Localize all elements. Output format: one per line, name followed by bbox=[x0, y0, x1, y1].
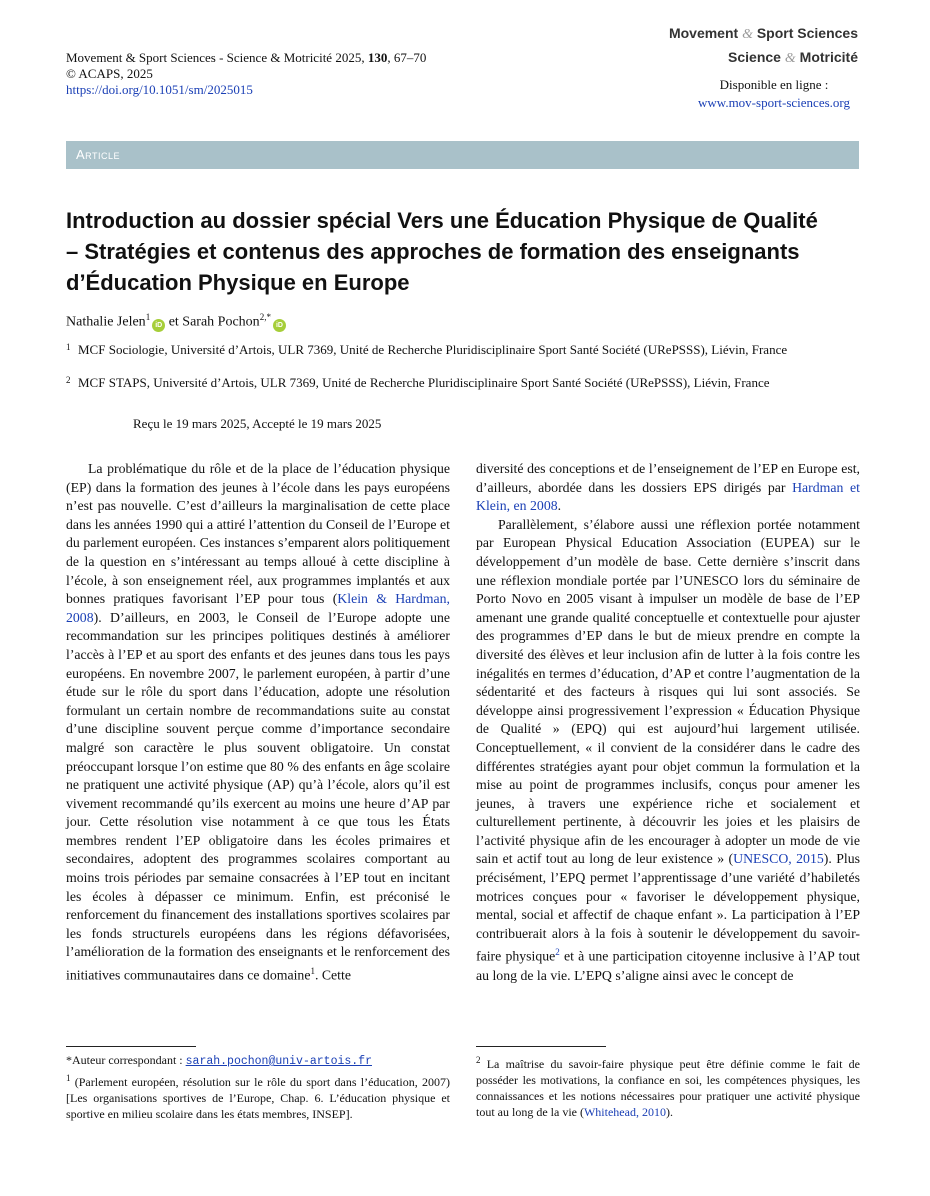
brand-ampersand: & bbox=[742, 27, 753, 42]
paragraph-text: La problématique du rôle et de la place de l’éducation physique (EP) dans la formation des jeunes à l’école dans les pays européens n’est pas nouvelle. C’est d’ailleurs la marginalisation de cette place dans les années 1990 qui a attiré l’attention du Conseil de l’Europe et du parlement européen. Ces instances s’emparent alors politiquement de la question en s’intéressant au temps alloué à cette discipline à l’école, à son enseignement réel, aux programmes implantés et aux bonnes pratiques favorisant l’EP pour tous ( bbox=[66, 461, 450, 607]
footnote-number: 2 bbox=[476, 1055, 481, 1065]
footnote-rule bbox=[476, 1046, 606, 1047]
reference-link[interactable]: Hardman et Klein, en 2008 bbox=[476, 479, 860, 514]
online-availability bbox=[698, 76, 850, 112]
brand-word-sport-sciences: Sport Sciences bbox=[756, 25, 858, 41]
author-list bbox=[66, 312, 286, 332]
author-conjunction: et bbox=[165, 314, 183, 330]
footnote-text: ). bbox=[665, 1105, 673, 1119]
footnote-marker[interactable]: 1 bbox=[310, 966, 315, 977]
paragraph-text: . Cette bbox=[314, 967, 351, 983]
footnote-rule bbox=[66, 1046, 196, 1047]
affiliation-number: 1 bbox=[66, 342, 71, 352]
footnote-text: La maîtrise du savoir-faire physique peut être définie comme le fait de posséder les motivations, la confiance en soi, les compétences physiques, les connaissances et les notions nécessaires pour pratiquer une activité physique tout au long de la vie ( bbox=[476, 1057, 860, 1119]
brand-word-movement: Movement bbox=[668, 25, 739, 41]
citation-block bbox=[66, 50, 426, 98]
email-link[interactable]: sarah.pochon@univ-artois.fr bbox=[185, 1055, 372, 1068]
brand-word-motricite: Motricité bbox=[799, 49, 858, 65]
reference-link[interactable]: Klein & Hardman, 2008 bbox=[66, 591, 450, 625]
footnote-2 bbox=[476, 1052, 860, 1120]
corresponding-author bbox=[66, 1052, 450, 1070]
affiliation-text: MCF STAPS, Université d’Artois, ULR 7369, Unité de Recherche Pluridisciplinaire Sport Santé Société (URePSSS), Liévin, France bbox=[78, 375, 770, 390]
paragraph bbox=[476, 460, 860, 516]
orcid-icon[interactable]: iD bbox=[273, 319, 286, 332]
article-type-bar bbox=[66, 141, 859, 169]
reference-link[interactable]: Whitehead, 2010 bbox=[583, 1105, 666, 1119]
paragraph bbox=[476, 516, 860, 985]
footnote-number: 1 bbox=[66, 1073, 71, 1083]
brand-ampersand: & bbox=[784, 51, 796, 66]
author-name: Sarah Pochon bbox=[182, 314, 260, 330]
article-title: Introduction au dossier spécial Vers une Éducation Physique de Qualité – Stratégies et contenus des approches de formation des enseignants d’Éducation Physique en Europe bbox=[66, 208, 818, 295]
volume: 130 bbox=[367, 50, 388, 65]
paragraph-text: et à une participation citoyenne inclusive à l’AP tout au long de la vie. L’EPQ s’aligne ainsi avec le concept de bbox=[476, 949, 860, 983]
brand-word-science: Science bbox=[728, 49, 781, 65]
corresponding-label: *Auteur correspondant : bbox=[66, 1053, 186, 1067]
affiliation bbox=[66, 341, 858, 358]
paragraph-text: ). Plus précisément, l’EPQ permet l’apprentissage d’une variété d’habiletés motrices conçues pour « favoriser le développement physique, mental, social et affectif de chaque enfant ». La participation à l’EP contribuerait alors à la fois à soutenir le développement du savoir-faire physique bbox=[476, 851, 860, 965]
body-column-right bbox=[476, 460, 860, 985]
footnote-text: (Parlement européen, résolution sur le rôle du sport dans l’éducation, 2007) [Les organisations sportives de l’Europe, Chap. 6. L’éducation physique et sportive en milieu scolaire dans les états membres, INSEP]. bbox=[66, 1075, 450, 1121]
footnotes-right bbox=[476, 1052, 860, 1120]
journal-website-link[interactable]: www.mov-sport-sciences.org bbox=[698, 95, 850, 110]
orcid-icon[interactable]: iD bbox=[152, 319, 165, 332]
affiliation-number: 2 bbox=[66, 375, 71, 385]
copyright: © ACAPS, 2025 bbox=[66, 66, 153, 81]
journal-logo bbox=[669, 22, 858, 70]
author-name: Nathalie Jelen bbox=[66, 314, 146, 330]
paragraph-text: ). D’ailleurs, en 2003, le Conseil de l’Europe adopte une recommandation sur les principes politiques destinés à améliorer l’accès à l’EP et au sport des enfants et des jeunes dans tous les pays européens. En novembre 2007, le parlement européen, à partir d’une étude sur le rôle du sport dans l’éducation, adopte une résolution formulant un certain nombre de recommandations suite au constat d’une discipline souvent perçue comme d’importance secondaire malgré son caractère le plus souvent obligatoire. Un constat préoccupant lorsque l’on estime que 80 % des enfants en âge scolaire ne pratiquent une activité physique (AP) qu’à l’école, alors qu’il est vivement recommandé qu’ils exercent au moins une heure d’AP par jour. Cette résolution vise notamment à ce que tous les États membres rendent l’EP obligatoire dans les écoles primaires et secondaires, adoptent des programmes scolaires comportant au moins trois périodes par semaine consacrées à l’EP tout en incitant les écoles à dépasser ce minimum. Enfin, est préconisé le renforcement du financement des installations sportives scolaires par les fonds structurels européens dans les régions défavorisées, l’amélioration de la formation des enseignants et le renforcement des initiatives communautaires dans ce domaine bbox=[66, 609, 450, 983]
body-column-left bbox=[66, 460, 450, 985]
online-label: Disponible en ligne : bbox=[719, 77, 829, 92]
article-type-label: Article bbox=[76, 147, 121, 162]
doi-link[interactable]: https://doi.org/10.1051/sm/2025015 bbox=[66, 82, 253, 97]
affiliation-text: MCF Sociologie, Université d’Artois, ULR 7369, Unité de Recherche Pluridisciplinaire Sport Santé Société (URePSSS), Liévin, France bbox=[78, 342, 788, 357]
affiliation bbox=[66, 374, 858, 391]
paragraph-text: diversité des conceptions et de l’enseignement de l’EP en Europe est, d’ailleurs, abordée dans les dossiers EPS dirigés par bbox=[476, 461, 860, 495]
footnote-1 bbox=[66, 1070, 450, 1122]
affiliation-marker: 1 bbox=[145, 312, 151, 322]
pages: , 67–70 bbox=[387, 50, 427, 65]
footnote-marker[interactable]: 2 bbox=[555, 947, 560, 958]
affiliation-marker: 2,* bbox=[259, 312, 271, 322]
footnotes-left bbox=[66, 1052, 450, 1122]
reference-link[interactable]: UNESCO, 2015 bbox=[733, 851, 824, 867]
journal-line: Movement & Sport Sciences - Science & Motricité 2025, bbox=[66, 50, 365, 65]
paragraph-text: . bbox=[557, 498, 562, 514]
journal-citation bbox=[66, 50, 426, 66]
paragraph bbox=[66, 460, 450, 985]
paragraph-text: Parallèlement, s’élabore aussi une réflexion portée notamment par European Physical Education Association (EUPEA) sur le développement d’un modèle de base. Cette dernière s’inscrit dans une réflexion mondiale portée par l’UNESCO lors du séminaire de Porto Novo en 2005 visant à impulser un modèle de base de l’EP amenant une grande qualité conceptuelle et contextuelle pour ajuster des programmes d’EP dans le but de mieux prendre en compte la diversité des élèves et leur inclusion afin de lutter à la fois contre les inégalités en termes d’éducation, d’AP et contre l’augmentation de la sédentarité et des facteurs à risques qui lui sont associés. Se développe ainsi progressivement l’expression « Éducation Physique de Qualité » (EPQ) qui est aujourd’hui largement utilisée. Conceptuellement, « il convient de la considérer dans le cadre des différentes stratégies ayant pour objet commun la formulation et la mise au point de programmes inclusifs, conçus pour amener les jeunes, à travers une expérience riche et socialement et culturellement pertinente, à découvrir les joies et les plaisirs de l’activité physique afin de les encourager à adopter un mode de vie sain et actif tout au long de leur existence » ( bbox=[476, 516, 860, 867]
received-accepted-dates: Reçu le 19 mars 2025, Accepté le 19 mars 2025 bbox=[133, 416, 382, 431]
